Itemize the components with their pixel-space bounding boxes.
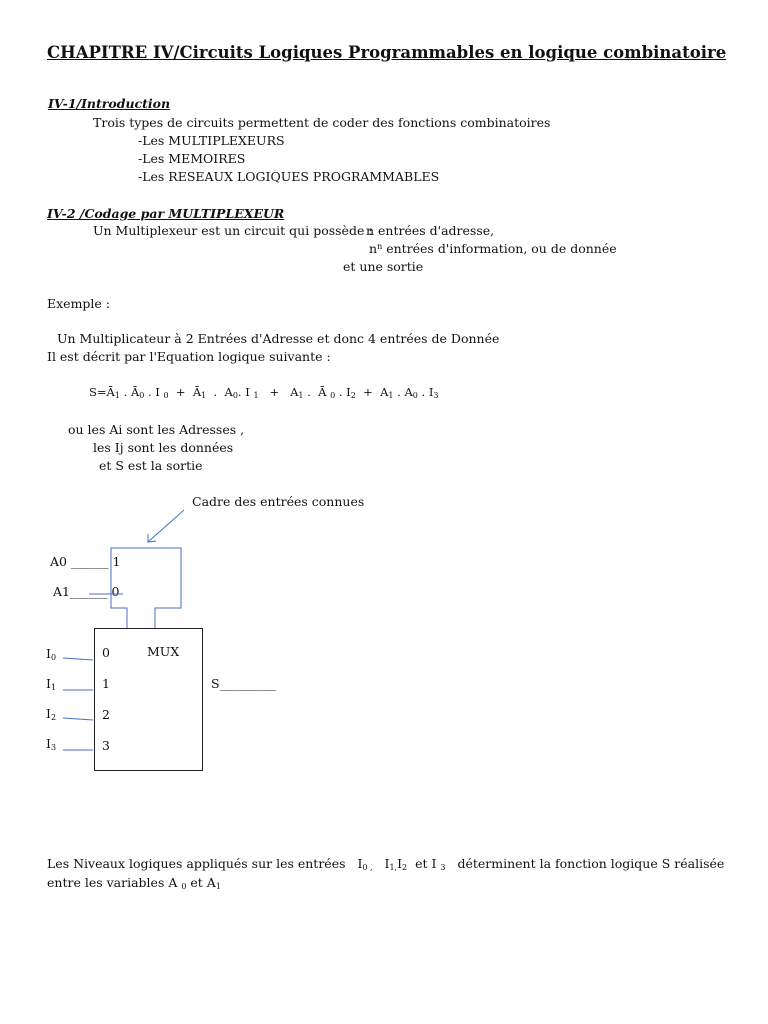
mux-property-address: n entrées d'adresse, <box>366 223 495 238</box>
legend-line: et S est la sortie <box>99 458 203 473</box>
intro-text: Trois types de circuits permettent de coder des fonctions combinatoires <box>93 115 551 130</box>
mux-input-index: 1 <box>102 676 110 691</box>
input-label-i3: $I_3$ <box>46 736 57 752</box>
list-item: -Les MULTIPLEXEURS <box>138 133 285 148</box>
mux-property-data: $n^n$ entrées d'information, ou de donnée <box>369 241 617 256</box>
annotation-arrow-head <box>148 534 156 542</box>
input-line <box>63 658 93 660</box>
address-label-a1: A1______ 0 <box>53 584 120 599</box>
mux-property-output: et une sortie <box>343 259 424 274</box>
output-label: S_________ <box>211 676 276 691</box>
example-line: Un Multiplicateur à 2 Entrées d'Adresse et donc 4 entrées de Donnée <box>57 331 500 346</box>
mux-input-index: 0 <box>102 645 110 660</box>
input-line <box>63 718 93 720</box>
mux-definition: Un Multiplexeur est un circuit qui possède : <box>93 223 373 238</box>
input-label-i2: $I_2$ <box>46 706 57 722</box>
footer-paragraph: Les Niveaux logiques appliqués sur les entrées $I_{0 ,}$ $I_{1,}I_2$ et I $_3$ déterminent la fonction logique S réalisée <box>47 856 725 872</box>
known-inputs-frame <box>111 548 181 628</box>
mux-input-index: 2 <box>102 707 110 722</box>
mux-label: MUX <box>147 644 180 659</box>
logic-equation: $S=Ā_1$ . $Ā_0$ . I $_0 + Ā_1$ . $A_0$. I $_1 + A_1$ . Ā $_0$ . $I_2 + A_1$ . $A_0$ . $I_3$ <box>89 385 439 400</box>
legend-line: ou les Ai sont les Adresses , <box>68 422 245 437</box>
legend-line: les Ij sont les données <box>93 440 234 455</box>
list-item: -Les RESEAUX LOGIQUES PROGRAMMABLES <box>138 169 440 184</box>
address-label-a0: A0 ______ 1 <box>50 554 121 569</box>
example-label: Exemple : <box>47 296 111 311</box>
mux-input-index: 3 <box>102 738 110 753</box>
section-heading-multiplexeur: IV-2 /Codage par MULTIPLEXEUR <box>47 206 285 221</box>
section-heading-introduction: IV-1/Introduction <box>48 96 171 111</box>
annotation-arrow <box>148 510 184 542</box>
page-title: CHAPITRE IV/Circuits Logiques Programmables en logique combinatoire <box>47 43 727 62</box>
footer-paragraph-line2: entre les variables A $_0$ et $A_1$ <box>47 875 221 891</box>
list-item: -Les MEMOIRES <box>138 151 246 166</box>
example-line: Il est décrit par l'Equation logique suivante : <box>47 349 331 364</box>
input-label-i0: $I_0$ <box>46 646 57 662</box>
input-label-i1: $I_1$ <box>46 676 57 692</box>
diagram-annotation: Cadre des entrées connues <box>192 494 365 509</box>
